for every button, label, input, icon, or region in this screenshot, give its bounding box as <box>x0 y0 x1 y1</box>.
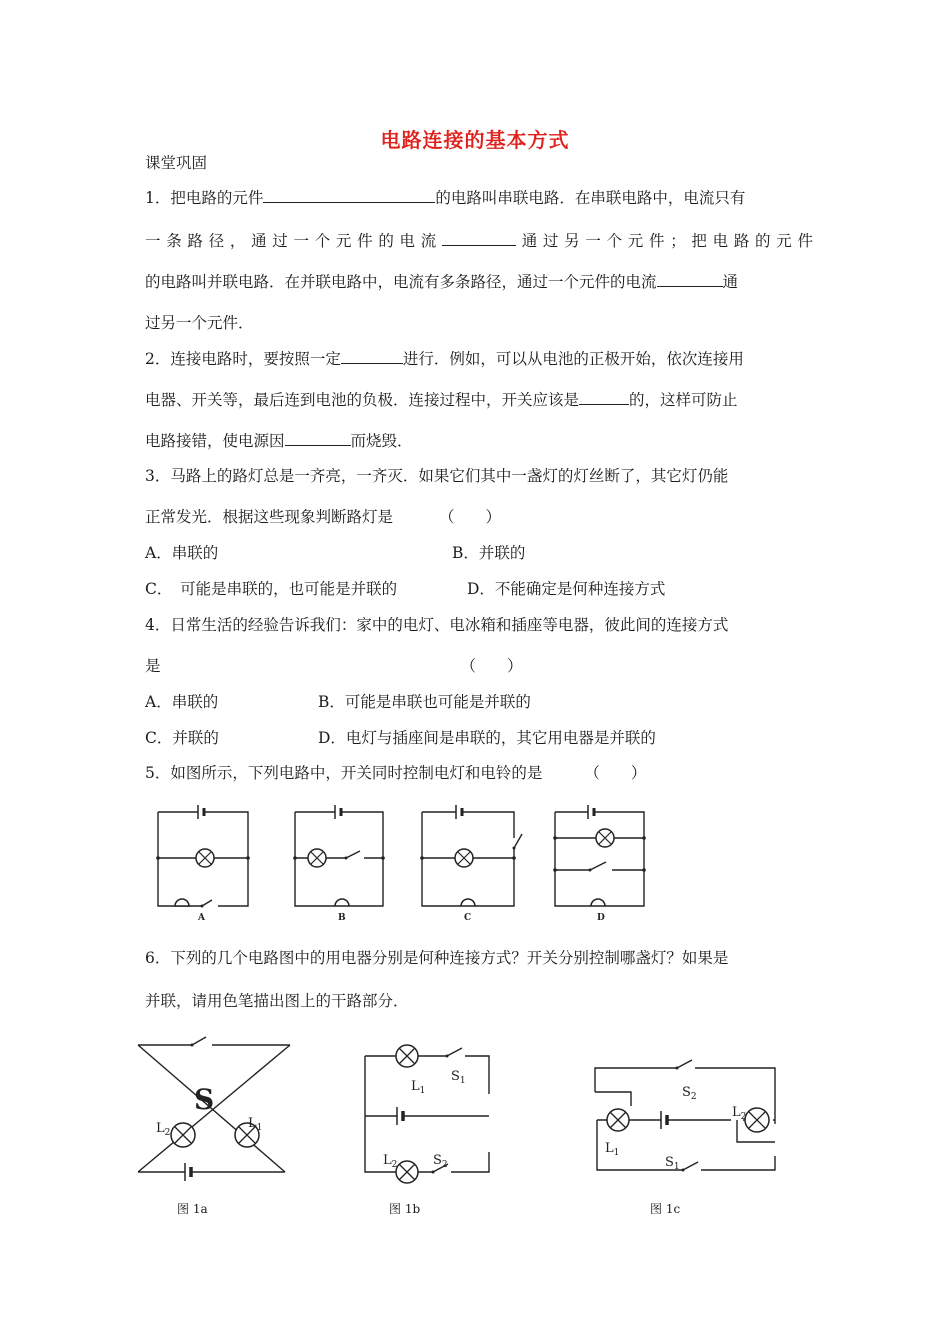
q1-text: 1．把电路的元件 <box>145 189 264 207</box>
q2-line2 <box>145 388 813 411</box>
figure-1b-caption: 图 1b <box>389 1202 421 1216</box>
bell-icon <box>461 899 475 906</box>
q3-option-b[interactable]: B．并联的 <box>452 544 526 562</box>
label-s2: $S_2$ <box>682 1085 697 1102</box>
q6-line2: 并联，请用色笔描出图上的干路部分． <box>145 992 409 1010</box>
q1-blank1[interactable] <box>263 186 435 203</box>
q6-line1: 6．下列的几个电路图中的用电器分别是何种连接方式？开关分别控制哪盏灯？如果是 <box>145 949 729 967</box>
q2-line3 <box>145 429 813 452</box>
q3-text: 正常发光．根据这些现象判断路灯是 <box>145 508 394 526</box>
q5-circuit-diagrams <box>150 800 650 930</box>
label-c: C <box>464 913 472 923</box>
q2-text: 进行．例如，可以从电池的正极开始，依次连接用 <box>402 350 744 368</box>
label-l2: $L_2$ <box>156 1121 171 1138</box>
circuit-b[interactable] <box>293 805 385 923</box>
bell-icon <box>335 899 349 906</box>
q4-option-b[interactable]: B．可能是串联也可能是并联的 <box>318 693 531 711</box>
q5-text: 5．如图所示，下列电路中，开关同时控制电灯和电铃的是 <box>145 764 543 782</box>
q2-text: 的，这样可防止 <box>629 391 738 409</box>
label-s1: $S_1$ <box>665 1155 680 1172</box>
q1-line3 <box>145 270 813 293</box>
q4-option-c[interactable]: C．并联的 <box>145 729 219 747</box>
label-b: B <box>338 913 346 923</box>
label-l2: $L_2$ <box>383 1153 398 1170</box>
q2-text: 2．连接电路时，要按照一定 <box>145 350 341 368</box>
q3-option-c[interactable]: C． 可能是串联的，也可能是并联的 <box>145 580 398 598</box>
q2-text: 电器、开关等，最后连到电池的负极．连接过程中，开关应该是 <box>145 391 580 409</box>
q4-line2 <box>145 655 813 677</box>
q4-text: 是 <box>145 657 161 675</box>
q3-line2 <box>145 506 813 528</box>
circuit-a[interactable] <box>156 805 250 923</box>
q4-option-d[interactable]: D．电灯与插座间是串联的，其它用电器是并联的 <box>318 729 656 747</box>
figure-1c-circuit[interactable] <box>585 1048 785 1178</box>
q4-line1: 4．日常生活的经验告诉我们：家中的电灯、电冰箱和插座等电器，彼此间的连接方式 <box>145 616 729 634</box>
circuit-d[interactable] <box>553 805 646 923</box>
q2-blank1[interactable] <box>341 347 403 364</box>
label-s1: $S_1$ <box>451 1069 466 1086</box>
figure-1a-circuit[interactable] <box>130 1035 300 1185</box>
q3-option-d[interactable]: D．不能确定是何种连接方式 <box>467 580 666 598</box>
q1-blank2[interactable] <box>442 229 516 246</box>
label-l1: $L_1$ <box>411 1079 426 1096</box>
q3-option-a[interactable]: A．串联的 <box>145 544 219 562</box>
page-title: 电路连接的基本方式 <box>380 128 570 152</box>
q1-text: 一条路径，通过一个元件的电流 <box>145 232 442 250</box>
q2-blank3[interactable] <box>285 429 351 446</box>
q1-text: 通过另一个元件；把电路的元件 <box>516 232 813 250</box>
q1-text: 的电路叫串联电路．在串联电路中，电流只有 <box>435 189 746 207</box>
label-l2: $L_2$ <box>732 1105 747 1122</box>
q1-text: 的电路叫并联电路．在并联电路中，电流有多条路径，通过一个元件的电流 <box>145 273 657 291</box>
bell-icon <box>591 899 605 906</box>
q2-line1 <box>145 347 813 370</box>
label-s: S <box>194 1083 215 1116</box>
label-d: D <box>597 913 605 923</box>
circuit-c[interactable] <box>420 805 522 923</box>
section-heading: 课堂巩固 <box>145 154 208 172</box>
figure-1a-caption: 图 1a <box>177 1202 208 1216</box>
q1-line2 <box>145 229 813 252</box>
q1-line1 <box>145 186 813 209</box>
q5-answer-paren[interactable]: （ ） <box>584 764 647 782</box>
q1-text: 通 <box>722 273 739 291</box>
q3-line1: 3．马路上的路灯总是一齐亮，一齐灭．如果它们其中一盏灯的灯丝断了，其它灯仍能 <box>145 467 729 485</box>
q2-text: 而烧毁． <box>350 432 413 450</box>
label-l1: $L_1$ <box>248 1116 263 1133</box>
q4-option-a[interactable]: A．串联的 <box>145 693 219 711</box>
q4-answer-paren[interactable]: （ ） <box>460 657 523 675</box>
q3-answer-paren[interactable]: （ ） <box>439 508 502 526</box>
q5-line1 <box>145 762 813 784</box>
figure-1c-caption: 图 1c <box>650 1202 681 1216</box>
q1-blank3[interactable] <box>657 270 723 287</box>
q2-text: 电路接错，使电源因 <box>145 432 285 450</box>
figure-1b-circuit[interactable] <box>355 1040 505 1180</box>
q1-line4: 过另一个元件． <box>145 314 254 332</box>
bell-icon <box>175 899 189 906</box>
label-a: A <box>198 913 205 923</box>
label-s2: $S_2$ <box>433 1153 448 1170</box>
label-l1: $L_1$ <box>605 1141 620 1158</box>
q2-blank2[interactable] <box>579 388 629 405</box>
